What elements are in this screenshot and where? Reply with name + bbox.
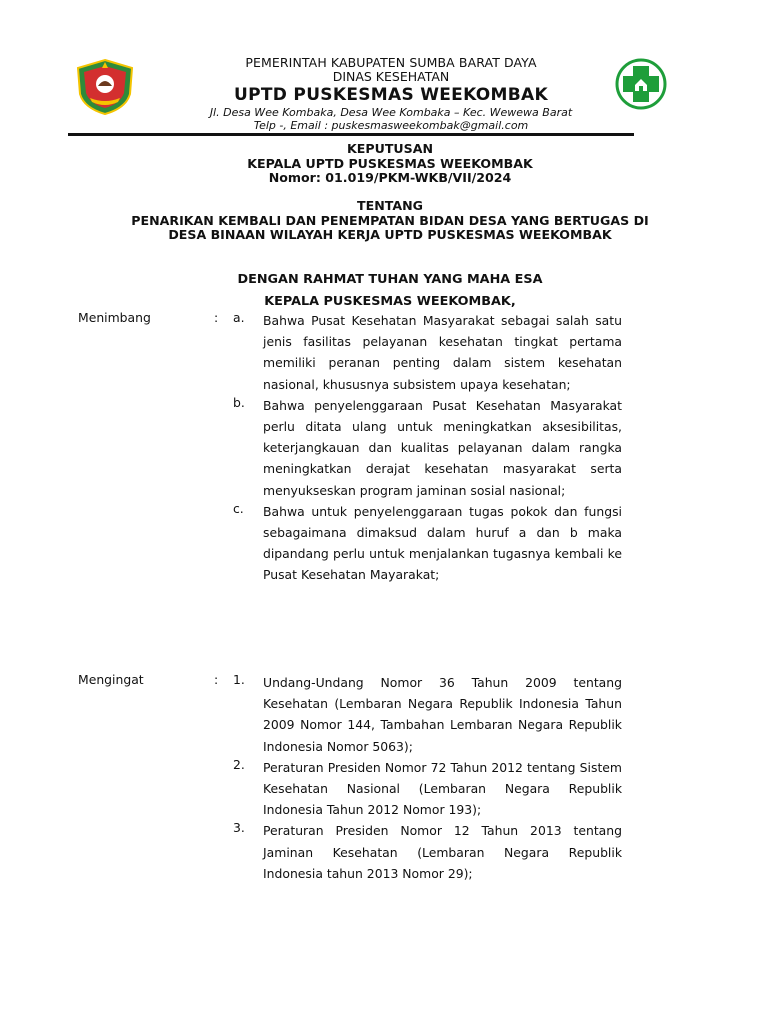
head-line: KEPALA PUSKESMAS WEEKOMBAK,	[264, 294, 516, 309]
menimbang-label: Menimbang	[78, 310, 151, 325]
decree-issuer: KEPALA UPTD PUSKESMAS WEEKOMBAK	[247, 155, 533, 171]
decree-subject-line-1: PENARIKAN KEMBALI DAN PENEMPATAN BIDAN DESA YANG BERTUGAS DI	[131, 212, 649, 228]
contact-line: Telp -, Email : puskesmasweekombak@gmail.com	[253, 119, 529, 132]
item-text: Peraturan Presiden Nomor 72 Tahun 2012 tentang Sistem Kesehatan Nasional (Lembaran Negara Republik Indonesia Tahun 2012 Nomor 193);	[263, 759, 622, 818]
menimbang-item	[78, 501, 638, 586]
item-text: Peraturan Presiden Nomor 12 Tahun 2013 tentang Jaminan Kesehatan (Lembaran Negara Republik Indonesia tahun 2013 Nomor 29);	[263, 823, 622, 881]
mengingat-list	[78, 672, 638, 884]
item-text: Bahwa Pusat Kesehatan Masyarakat sebagai salah satu jenis fasilitas pelayanan kesehatan tingkat pertama memiliki peranan penting dalam sistem kesehatan nasional, khususnya subsistem upaya kesehatan;	[263, 313, 622, 392]
mengingat-colon: :	[214, 672, 219, 687]
menimbang-item	[78, 395, 638, 501]
item-text: Bahwa untuk penyelenggaraan tugas pokok dan fungsi sebagaimana dimaksud dalam huruf a dan b maka dipandang perlu untuk menjalankan tugasnya kembali ke Pusat Kesehatan Mayarakat;	[263, 503, 622, 583]
menimbang-item	[78, 310, 638, 395]
decree-preamble	[60, 269, 720, 313]
mengingat-item	[78, 672, 638, 757]
decree-number: Nomor: 01.019/PKM-WKB/VII/2024	[268, 170, 512, 185]
mengingat-item	[78, 820, 638, 884]
decree-subject-line-2: DESA BINAAN WILAYAH KERJA UPTD PUSKESMAS WEEKOMBAK	[168, 227, 612, 242]
item-mark: 1.	[233, 672, 245, 687]
menimbang-colon: :	[214, 310, 219, 325]
department-name: DINAS KESEHATAN	[332, 69, 450, 84]
decree-subject-block	[60, 199, 720, 243]
decree-title-block	[60, 142, 720, 186]
item-mark: 2.	[233, 756, 245, 772]
mengingat-item	[78, 757, 638, 821]
letterhead	[140, 56, 642, 132]
institution-name: UPTD PUSKESMAS WEEKOMBAK	[234, 85, 548, 105]
letterhead-divider	[68, 133, 634, 136]
mengingat-section	[78, 672, 638, 884]
item-text: Bahwa penyelenggaraan Pusat Kesehatan Masyarakat perlu ditata ulang untuk meningkatkan aksesibilitas, keterjangkauan dan kualitas pelayanan dalam rangka meningkatkan derajat kesehatan masyarakat serta menyukseskan program jaminan sosial nasional;	[263, 397, 622, 498]
item-mark: a.	[233, 310, 245, 325]
government-name: PEMERINTAH KABUPATEN SUMBA BARAT DAYA	[245, 55, 537, 70]
kabupaten-crest-icon	[74, 58, 136, 116]
item-text: Undang-Undang Nomor 36 Tahun 2009 tentang Kesehatan (Lembaran Negara Republik Indonesia Tahun 2009 Nomor 144, Tambahan Lembaran Negara Republik Indonesia Nomor 5063);	[263, 675, 622, 754]
mengingat-label: Mengingat	[78, 672, 144, 687]
blessing-line: DENGAN RAHMAT TUHAN YANG MAHA ESA	[237, 272, 543, 287]
menimbang-section	[78, 310, 638, 586]
address-line: Jl. Desa Wee Kombaka, Desa Wee Kombaka – Kec. Wewewa Barat	[209, 106, 573, 119]
item-mark: 3.	[233, 820, 245, 836]
decree-about: TENTANG	[357, 198, 423, 213]
item-mark: c.	[233, 500, 244, 516]
decree-heading: KEPUTUSAN	[347, 141, 433, 156]
item-mark: b.	[233, 394, 245, 410]
menimbang-list	[78, 310, 638, 586]
